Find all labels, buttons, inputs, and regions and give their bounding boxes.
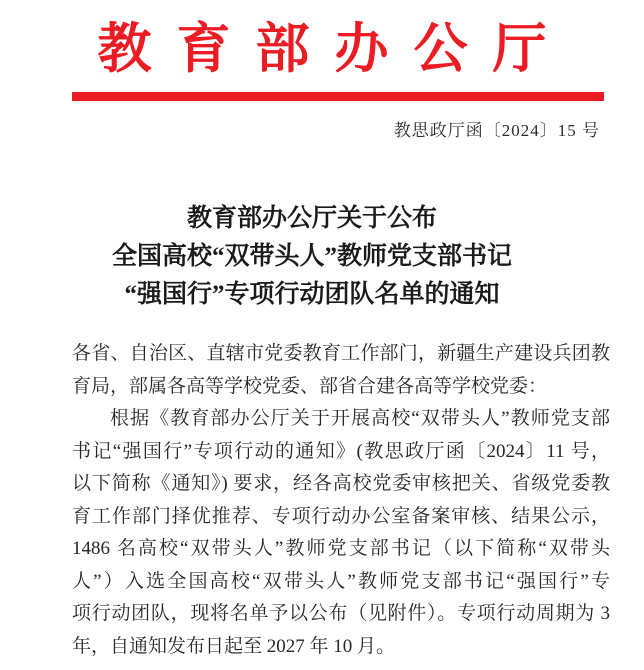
red-rule-divider	[72, 92, 604, 101]
document-body	[72, 338, 610, 663]
title-line-3: “强国行”专项行动团队名单的通知	[124, 281, 500, 308]
body-line: 1486 名高校“双带头人”教师党支部书记（以下简称“双带头	[72, 538, 610, 559]
body-line: 以下简称《通知》) 要求，经各高校党委审核把关、省级党委教	[72, 473, 610, 494]
salutation-line: 育局，部属各高等学校党委、部省合建各高等学校党委：	[72, 375, 548, 397]
body-line: 书记“强国行”专项行动的通知》(教思政厅函〔2024〕11 号，	[72, 440, 610, 462]
body-line: 项行动团队，现将名单予以公布（见附件）。专项行动周期为 3	[72, 603, 610, 624]
title-line-1: 教育部办公厅关于公布	[186, 205, 437, 232]
doc-number: 教思政厅函〔2024〕15 号	[393, 121, 600, 140]
body-line: 年，自通知发布日起至 2027 年 10 月。	[72, 635, 396, 657]
body-line: 人”）入选全国高校“双带头人”教师党支部书记“强国行”专	[72, 570, 610, 592]
agency-header: 教育部办公厅	[97, 19, 572, 79]
title-line-2: 全国高校“双带头人”教师党支部书记	[111, 243, 512, 270]
body-line: 根据《教育部办公厅关于开展高校“双带头人”教师党支部	[110, 408, 610, 429]
document-title	[0, 200, 624, 314]
body-line: 育工作部门择优推荐、专项行动办公室备案审核、结果公示，	[72, 505, 610, 527]
salutation-line: 各省、自治区、直辖市党委教育工作部门，新疆生产建设兵团教	[72, 343, 610, 364]
